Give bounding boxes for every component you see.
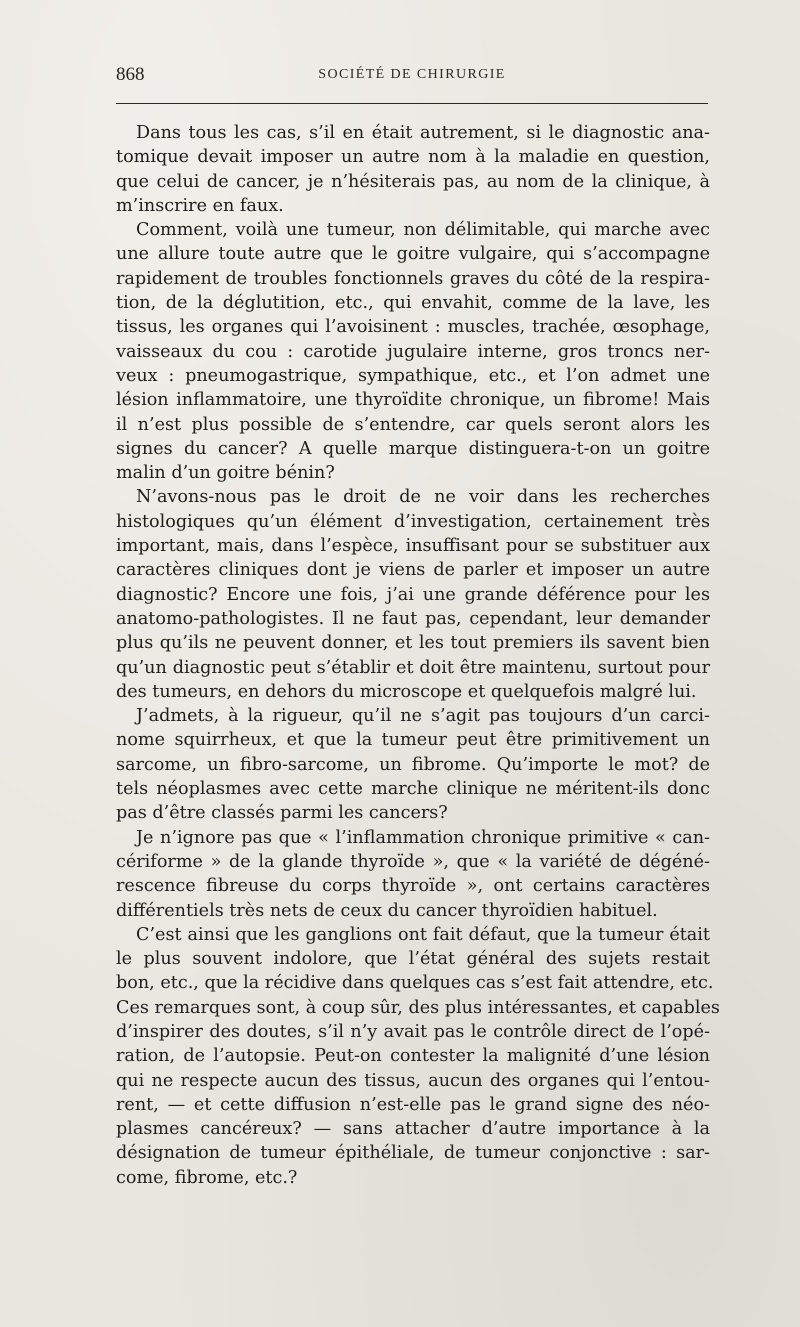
text-line: tion, de la déglutition, etc., qui envahit, comme de la lave, les	[116, 293, 710, 314]
text-line: différentiels très nets de ceux du cancer thyroïdien habituel.	[116, 900, 658, 921]
running-head	[116, 64, 708, 88]
text-line: qu’un diagnostic peut s’établir et doit être maintenu, surtout pour	[116, 657, 710, 678]
text-line: N’avons-nous pas le droit de ne voir dans les recherches	[136, 487, 710, 508]
page-number: 868	[116, 64, 145, 85]
text-line: le plus souvent indolore, que l’état général des sujets restait	[116, 949, 710, 970]
text-line: ration, de l’autopsie. Peut-on contester la malignité d’une lésion	[116, 1046, 710, 1067]
text-line: que celui de cancer, je n’hésiterais pas, au nom de la clinique, à	[116, 171, 710, 192]
text-line: une allure toute autre que le goitre vulgaire, qui s’accompagne	[116, 244, 710, 265]
text-line: m’inscrire en faux.	[116, 195, 284, 216]
text-line: veux : pneumogastrique, sympathique, etc., et l’on admet une	[116, 365, 710, 386]
text-line: plus qu’ils ne peuvent donner, et les tout premiers ils savent bien	[116, 633, 710, 654]
text-line: d’inspirer des doutes, s’il n’y avait pas le contrôle direct de l’opé-	[116, 1021, 710, 1042]
text-line: pas d’être classés parmi les cancers?	[116, 803, 448, 824]
text-line: des tumeurs, en dehors du microscope et quelquefois malgré lui.	[116, 681, 697, 702]
body-text	[116, 121, 720, 1190]
text-line: désignation de tumeur épithéliale, de tumeur conjonctive : sar-	[116, 1143, 710, 1164]
text-line: sarcome, un fibro-sarcome, un fibrome. Qu’importe le mot? de	[116, 754, 710, 775]
text-line: rent, — et cette diffusion n’est-elle pas le grand signe des néo-	[116, 1094, 710, 1115]
text-line: important, mais, dans l’espèce, insuffisant pour se substituer aux	[116, 536, 710, 557]
text-line: tissus, les organes qui l’avoisinent : muscles, trachée, œsophage,	[116, 317, 710, 338]
text-line: cériforme » de la glande thyroïde », que « la variété de dégéné-	[116, 851, 710, 872]
text-line: il n’est plus possible de s’entendre, car quels seront alors les	[116, 414, 710, 435]
text-line: come, fibrome, etc.?	[116, 1167, 298, 1188]
text-line: J’admets, à la rigueur, qu’il ne s’agit pas toujours d’un carci-	[136, 706, 710, 727]
text-line: rapidement de troubles fonctionnels graves du côté de la respira-	[116, 268, 710, 289]
text-line: qui ne respecte aucun des tissus, aucun des organes qui l’entou-	[116, 1070, 710, 1091]
text-line: Comment, voilà une tumeur, non délimitable, qui marche avec	[136, 220, 710, 241]
text-line: Dans tous les cas, s’il en était autrement, si le diagnostic ana-	[136, 123, 710, 143]
text-line: C’est ainsi que les ganglions ont fait défaut, que la tumeur était	[136, 924, 710, 945]
header-rule	[116, 103, 708, 104]
text-line: Je n’ignore pas que « l’inflammation chronique primitive « can-	[136, 827, 710, 848]
text-line: tomique devait imposer un autre nom à la maladie en question,	[116, 147, 710, 168]
text-line: caractères cliniques dont je viens de parler et imposer un autre	[116, 560, 710, 581]
text-line: plasmes cancéreux? — sans attacher d’autre importance à la	[116, 1119, 710, 1140]
text-line: rescence fibreuse du corps thyroïde », ont certains caractères	[116, 876, 710, 897]
text-line: histologiques qu’un élément d’investigation, certainement très	[116, 511, 710, 532]
text-line: Ces remarques sont, à coup sûr, des plus intéressantes, et capables	[116, 997, 720, 1018]
text-line: bon, etc., que la récidive dans quelques cas s’est fait attendre, etc.	[116, 973, 714, 994]
text-line: diagnostic? Encore une fois, j’ai une grande déférence pour les	[116, 584, 710, 605]
text-line: lésion inflammatoire, une thyroïdite chronique, un fibrome! Mais	[116, 390, 710, 411]
text-line: signes du cancer? A quelle marque distinguera-t-on un goitre	[116, 438, 710, 459]
journal-title: SOCIÉTÉ DE CHIRURGIE	[318, 67, 506, 82]
text-line: tels néoplasmes avec cette marche clinique ne méritent-ils donc	[116, 779, 710, 800]
text-line: vaisseaux du cou : carotide jugulaire interne, gros troncs ner-	[116, 341, 710, 362]
text-line: malin d’un goitre bénin?	[116, 463, 335, 484]
text-line: nome squirrheux, et que la tumeur peut être primitivement un	[116, 730, 710, 751]
text-line: anatomo-pathologistes. Il ne faut pas, cependant, leur demander	[116, 608, 710, 629]
